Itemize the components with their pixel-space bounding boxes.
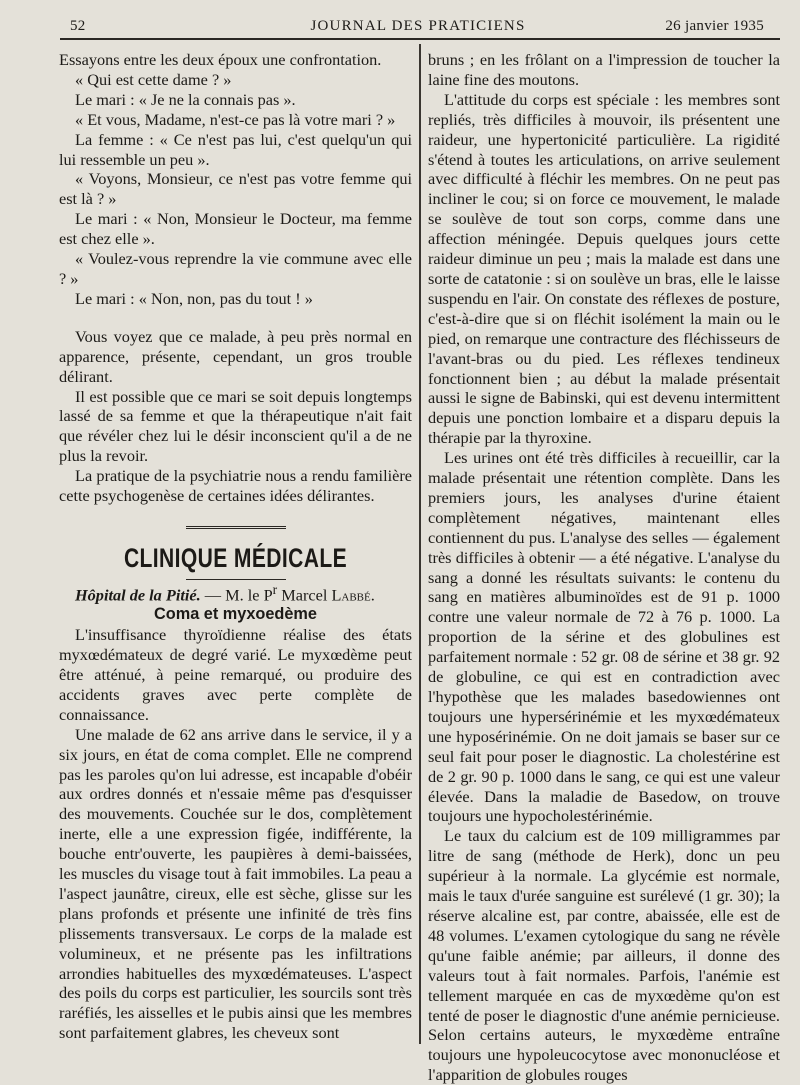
professor-surname: Labbé. — [331, 585, 375, 605]
left-column — [59, 50, 412, 1043]
article-title: Coma et myxoedème — [154, 605, 317, 624]
dialogue-line: « Voulez-vous reprendre la vie commune avec elle ? » — [59, 249, 412, 288]
body-paragraph: Une malade de 62 ans arrive dans le service, il y a six jours, en état de coma complet. Elle ne comprend pas les paroles qu'on lui adresse, est incapable d'obéir aux ordres donnés et n'essaie même pas d'esquisser des mouvements. Couchée sur le dos, complètement inerte, elle a une expression figée, indifférente, la bouche entr'ouverte, les paupières à demi-baissées, les muscles du visage tout à fait immobiles. La peau a l'aspect jaunâtre, cireux, elle est sèche, glisse sur les plans profonds et présente une infinité de très fins plissements transversaux. Le corps de la malade est volumineux, et ne présente pas les infiltrations arrondies habituelles des myxœdémateuses. L'aspect des poils du corps est particulier, les sourcils sont très raréfiés, les aisselles et le pubis ainsi que les membres sont parfaitement glabres, les cheveux sont — [59, 724, 412, 1043]
dialogue-line: « Voyons, Monsieur, ce n'est pas votre femme qui est là ? » — [59, 169, 412, 209]
professor-sup: r — [272, 581, 278, 597]
issue-date: 26 janvier 1935 — [665, 18, 764, 34]
right-column — [428, 50, 780, 1085]
body-paragraph: bruns ; en les frôlant on a l'impression de toucher la laine fine des moutons. — [428, 50, 780, 89]
dialogue-line: Le mari : « Non, Monsieur le Docteur, ma femme est chez elle ». — [59, 209, 412, 249]
body-paragraph: L'attitude du corps est spéciale : les membres sont repliés, très difficiles à mouvoir, ils présentent une raideur, une hypertonicité particulière. La rigidité s'étend à toutes les articulations, on arrive seulement avec difficulté à fléchir les membres. On ne peut pas incliner le cou; si on force ce mouvement, le malade se soulève de tout son corps, comme dans une affection méningée. Depuis quelques jours cette raideur diminue un peu ; mais la malade est dans une sorte de catatonie : si on soulève un bras, elle le laisse suspendu en l'air. On constate des réflexes de posture, c'est-à-dire que si on fléchit isolément la main ou le pied, on remarque une contracture des fléchisseurs de l'avant-bras ou du pied. Les réflexes tendineux fonctionnent bien ; au début la malade présentait aussi le signe de Babinski, qui est devenu intermittent depuis une ponction lombaire et a disparu depuis la thérapie par la thyroxine. — [428, 89, 780, 448]
professor-prefix: — M. le P — [204, 585, 273, 605]
body-paragraph: La pratique de la psychiatrie nous a rendu familière cette psychogenèse de certaines idées délirantes. — [59, 466, 412, 506]
hospital-name: Hôpital de la Pitié. — [75, 585, 201, 605]
page-number: 52 — [70, 18, 86, 34]
body-paragraph: Il est possible que ce mari se soit depuis longtemps lassé de sa femme et que la thérapeutique n'ait fait que révéler chez lui le désir inconscient qu'il a de ne plus la revoir. — [59, 386, 412, 466]
column-divider — [419, 44, 421, 1044]
section-separator — [186, 526, 286, 529]
dialogue-line: « Et vous, Madame, n'est-ce pas là votre mari ? » — [75, 109, 396, 129]
body-paragraph: Vous voyez que ce malade, à peu près normal en apparence, présente, cependant, un gros trouble délirant. — [59, 326, 412, 386]
header-rule — [60, 38, 780, 40]
dialogue-line: Le mari : « Non, non, pas du tout ! » — [75, 288, 313, 308]
section-title: CLINIQUE MÉDICALE — [123, 542, 348, 573]
hospital-byline — [59, 580, 412, 605]
dialogue-line: Essayons entre les deux époux une confrontation. — [59, 50, 382, 69]
body-paragraph: Le taux du calcium est de 109 milligrammes par litre de sang (méthode de Herk), donc un peu supérieur à la normale. La glycémie est normale, mais le taux d'urée sanguine est surélevé (1 gr. 30); la réserve alcaline est, par contre, abaissée, elle est de 48 volumes. L'examen cytologique du sang ne révèle qu'une faible anémie; par ailleurs, il donne des valeurs tout à fait normales. Parfois, l'anémie est tellement marquée en cas de myxœdème qu'on est tenté de poser le diagnostic d'une anémie pernicieuse. Selon certains auteurs, le myxœdème entraîne toujours une hypoleucocytose avec mononucléose et l'apparition de globules rouges — [428, 826, 780, 1085]
dialogue-line: Le mari : « Je ne la connais pas ». — [75, 89, 296, 109]
body-paragraph: Les urines ont été très difficiles à recueillir, car la malade présentait une rétention complète. Dans les premiers jours, les analyses d'urine étaient complètement négatives, maintenant elles contiennent du pus. L'analyse des selles — également très difficiles à obtenir — a été négative. L'analyse du sang a donné les résultats suivants: le contenu du sang en matières albuminoïdes est de 91 p. 1000 contre une valeur normale de 72 à 76 p. 1000. La proportion de la sérine et des globulines est parfaitement normale : 52 gr. 08 de sérine et 38 gr. 92 de globuline, ce qui est en contradiction avec l'hypothèse que les malades basedowiennes ont toujours une hypersérinémie et les myxœdémateux une hyposérinémie. On ne doit jamais se baser sur ce seul fait pour poser le diagnostic. La cholestérine est de 2 gr. 90 p. 1000 dans le sang, ce qui est une valeur élevée. Dans la maladie de Basedow, on trouve toujours une hypocholestérinémie. — [428, 448, 780, 826]
dialogue-line: « Qui est cette dame ? » — [75, 69, 232, 89]
professor-name: Marcel — [277, 585, 332, 605]
journal-title: JOURNAL DES PRATICIENS — [310, 18, 526, 34]
dialogue-line: La femme : « Ce n'est pas lui, c'est quelqu'un qui lui ressemble un peu ». — [59, 129, 412, 169]
body-paragraph: L'insuffisance thyroïdienne réalise des états myxœdémateux de degré varié. Le myxœdème peut être atténué, à peine remarqué, ou produire des accidents graves avec perte complète de connaissance. — [59, 625, 412, 724]
page-header — [56, 14, 780, 36]
